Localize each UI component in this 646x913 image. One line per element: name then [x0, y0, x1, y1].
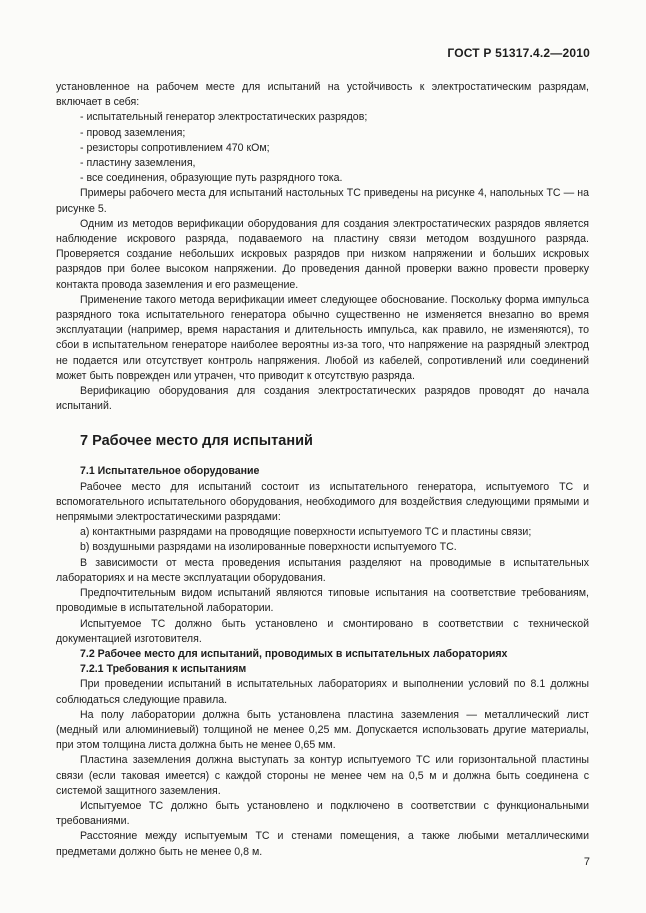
list-item: a) контактными разрядами на проводящие поверхности испытуемого ТС и пластины связи;: [80, 526, 532, 539]
list-item: - все соединения, образующие путь разрядного тока.: [80, 172, 343, 185]
list-item: b) воздушными разрядами на изолированные поверхности испытуемого ТС.: [80, 541, 457, 554]
paragraph: Рабочее место для испытаний состоит из испытательного генератора, испытуемого ТС и вспомогательного испытательного оборудования, необходимого для воздействия следующими прямыми и непрямыми электростатическими разрядами:: [56, 480, 589, 524]
paragraph: При проведении испытаний в испытательных лабораториях и выполнении условий по 8.1 должны соблюдаться следующие правила.: [56, 678, 589, 706]
list-item: - резисторы сопротивлением 470 кОм;: [80, 141, 270, 154]
subsection-heading: 7.1 Испытательное оборудование: [80, 465, 260, 478]
paragraph: Испытуемое ТС должно быть установлено и смонтировано в соответствии с технической документацией изготовителя.: [56, 617, 589, 645]
subsection-heading: 7.2.1 Требования к испытаниям: [80, 663, 247, 676]
list-item: - пластину заземления,: [80, 157, 196, 170]
paragraph: Пластина заземления должна выступать за контур испытуемого ТС или горизонтальной пластины связи (если таковая имеется) с каждой стороны не менее чем на 0,5 м и должна быть соединена с системой защитного заземления.: [56, 754, 589, 797]
paragraph: Расстояние между испытуемым ТС и стенами помещения, а также любыми металлическими предметами должно быть не менее 0,8 м.: [56, 830, 589, 858]
list-item: - испытательный генератор электростатических разрядов;: [80, 111, 368, 124]
paragraph: Применение такого метода верификации имеет следующее обоснование. Поскольку форма импульса разрядного тока испытательного генератора обычно существенно не изменяется внезапно во время эксплуатации (например, время нарастания и длительность импульса, как правило, не изменяются), то сбои в испытательном генераторе наиболее вероятны из-за того, что напряжение на разрядный электрод не подается или отсутствует контроль напряжения. Любой из кабелей, сопротивлений или соединений может быть поврежден или утрачен, что приводит к отсутствую разряда.: [56, 293, 589, 382]
paragraph: установленное на рабочем месте для испытаний на устойчивость к электростатическим разрядам, включает в себя:: [56, 81, 589, 109]
section-heading: 7 Рабочее место для испытаний: [80, 433, 313, 450]
paragraph: Примеры рабочего места для испытаний настольных ТС приведены на рисунке 4, напольных ТС — на рисунке 5.: [56, 187, 589, 215]
document-code-header: ГОСТ Р 51317.4.2—2010: [447, 46, 590, 60]
paragraph: Испытуемое ТС должно быть установлено и подключено в соответствии с функциональными требованиями.: [56, 799, 589, 828]
subsection-heading: 7.2 Рабочее место для испытаний, проводимых в испытательных лабораториях: [80, 647, 508, 660]
paragraph: В зависимости от места проведения испытания разделяют на проводимые в испытательных лабораториях и на месте эксплуатации оборудования.: [56, 556, 589, 584]
list-item: - провод заземления;: [80, 126, 186, 139]
page-number: 7: [583, 856, 590, 868]
paragraph: На полу лаборатории должна быть установлена пластина заземления — металлический лист (медный или алюминиевый) толщиной не менее 0,25 мм. Допускается использовать другие материалы, при этом толщина листа должна быть не менее 0,65 мм.: [56, 708, 589, 752]
paragraph: Одним из методов верификации оборудования для создания электростатических разрядов является наблюдение искрового разряда, подаваемого на пластину связи методом воздушного разряда. Проверяется создание небольших искровых разрядов при низком напряжении и больших искровых разрядов при более высоком напряжении. До проведения данной проверки важно провести проверку контакта провода заземления и его размещение.: [56, 217, 589, 291]
paragraph: Верификацию оборудования для создания электростатических разрядов проводят до начала испытаний.: [56, 385, 589, 413]
paragraph: Предпочтительным видом испытаний являются типовые испытания на соответствие требованиям, проводимые в испытательной лаборатории.: [56, 587, 589, 615]
page-content: [56, 80, 589, 860]
